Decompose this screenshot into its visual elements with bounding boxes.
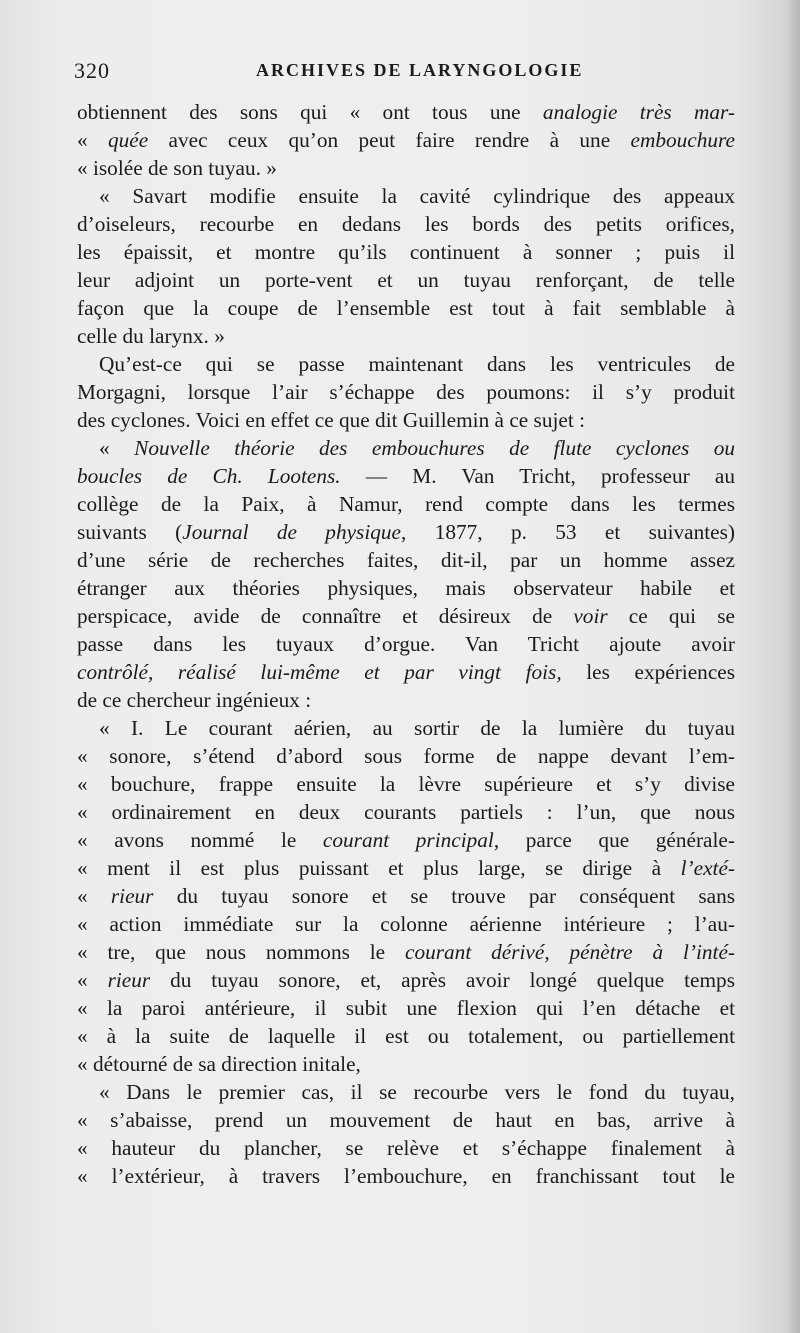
text-segment: passe dans les tuyaux d’orgue. Van Tricht ajoute avoir: [77, 632, 735, 656]
text-segment: « action immédiate sur la colonne aérienne intérieure ; l’au-: [77, 912, 735, 936]
italic-text: courant dérivé, pénètre à l’inté-: [405, 940, 735, 964]
italic-text: rieur: [110, 884, 154, 908]
text-segment: « ordinairement en deux courants partiels : l’un, que nous: [77, 800, 735, 824]
text-segment: collège de la Paix, à Namur, rend compte dans les termes: [77, 492, 735, 516]
text-line: [77, 1050, 735, 1078]
text-segment: obtiennent des sons qui « ont tous une: [77, 100, 543, 124]
text-line: [77, 742, 735, 770]
text-line: [77, 406, 735, 434]
text-line: [77, 826, 735, 854]
text-line: [77, 238, 735, 266]
text-segment: étranger aux théories physiques, mais observateur habile et: [77, 576, 735, 600]
text-line: [77, 910, 735, 938]
text-segment: perspicace, avide de connaître et désireux de: [77, 604, 574, 628]
text-line: [77, 154, 735, 182]
text-segment: « Savart modifie ensuite la cavité cylindrique des appeaux: [99, 184, 735, 208]
page-edge-shadow: [786, 0, 800, 1333]
text-line: [77, 1078, 735, 1106]
page-number: 320: [74, 58, 110, 83]
text-segment: « avons nommé le: [77, 828, 323, 852]
italic-text: quée: [108, 128, 149, 152]
text-line: [77, 938, 735, 966]
text-segment: du tuyau sonore, et, après avoir longé quelque temps: [150, 968, 735, 992]
text-line: [77, 182, 735, 210]
text-line: [77, 574, 735, 602]
text-line: [77, 378, 735, 406]
text-segment: d’oiseleurs, recourbe en dedans les bords des petits orifices,: [77, 212, 735, 236]
text-line: [77, 98, 735, 126]
text-line: [77, 630, 735, 658]
text-segment: «: [77, 128, 108, 152]
text-segment: d’une série de recherches faites, dit-il, par un homme assez: [77, 548, 735, 572]
text-line: [77, 1162, 735, 1190]
text-segment: les expériences: [561, 660, 735, 684]
text-segment: «: [77, 968, 108, 992]
text-segment: du tuyau sonore et se trouve par conséquent sans: [153, 884, 735, 908]
text-line: [77, 1022, 735, 1050]
italic-text: rieur: [107, 968, 151, 992]
italic-text: courant principal: [322, 828, 494, 852]
text-line: [77, 294, 735, 322]
running-title: ARCHIVES DE LARYNGOLOGIE: [256, 60, 584, 80]
text-segment: « isolée de son tuyau. »: [77, 156, 277, 180]
text-line: [77, 798, 735, 826]
italic-text: Nouvelle théorie des embouchures de flute cyclones ou: [134, 436, 735, 460]
text-segment: les épaissit, et montre qu’ils continuent à sonner ; puis il: [77, 240, 735, 264]
text-line: [77, 210, 735, 238]
text-segment: Qu’est-ce qui se passe maintenant dans les ventricules de: [99, 352, 735, 376]
text-line: [77, 714, 735, 742]
text-line: [77, 686, 735, 714]
text-segment: , parce que générale-: [493, 828, 735, 852]
text-segment: « bouchure, frappe ensuite la lèvre supérieure et s’y divise: [77, 772, 735, 796]
text-segment: « l’extérieur, à travers l’embouchure, en franchissant tout le: [77, 1164, 735, 1188]
text-segment: façon que la coupe de l’ensemble est tout à fait semblable à: [77, 296, 735, 320]
text-segment: « la paroi antérieure, il subit une flexion qui l’en détache et: [77, 996, 735, 1020]
text-line: [77, 490, 735, 518]
text-segment: « tre, que nous nommons le: [77, 940, 405, 964]
italic-text: l’exté-: [680, 856, 735, 880]
italic-text: embouchure: [630, 128, 735, 152]
text-line: [77, 434, 735, 462]
text-line: [77, 1134, 735, 1162]
text-line: [77, 882, 735, 910]
text-segment: suivants (: [77, 520, 183, 544]
text-segment: « s’abaisse, prend un mouvement de haut en bas, arrive à: [77, 1108, 735, 1132]
page-header: [74, 58, 738, 88]
text-segment: « ment il est plus puissant et plus large, se dirige à: [77, 856, 681, 880]
text-line: [77, 350, 735, 378]
body-text: [77, 98, 735, 1190]
text-segment: « hauteur du plancher, se relève et s’échappe finalement à: [77, 1136, 735, 1160]
text-segment: « à la suite de laquelle il est ou totalement, ou partiellement: [77, 1024, 735, 1048]
text-line: [77, 546, 735, 574]
text-line: [77, 602, 735, 630]
italic-text: boucles de Ch. Lootens.: [77, 464, 341, 488]
text-segment: ce qui se: [607, 604, 735, 628]
text-segment: leur adjoint un porte-vent et un tuyau renforçant, de telle: [77, 268, 735, 292]
text-segment: celle du larynx. »: [77, 324, 225, 348]
text-line: [77, 854, 735, 882]
text-line: [77, 462, 735, 490]
text-line: [77, 126, 735, 154]
text-line: [77, 266, 735, 294]
text-line: [77, 658, 735, 686]
text-line: [77, 770, 735, 798]
text-segment: Morgagni, lorsque l’air s’échappe des poumons: il s’y produit: [77, 380, 735, 404]
text-segment: «: [77, 884, 111, 908]
text-line: [77, 322, 735, 350]
italic-text: contrôlé, réalisé lui-même et par vingt fois,: [77, 660, 562, 684]
italic-text: analogie très mar-: [542, 100, 735, 124]
text-segment: «: [99, 436, 135, 460]
text-line: [77, 518, 735, 546]
text-line: [77, 994, 735, 1022]
text-segment: de ce chercheur ingénieux :: [77, 688, 312, 712]
text-segment: « I. Le courant aérien, au sortir de la lumière du tuyau: [99, 716, 735, 740]
italic-text: Journal de physique: [182, 520, 402, 544]
text-segment: des cyclones. Voici en effet ce que dit Guillemin à ce sujet :: [77, 408, 586, 432]
text-segment: « sonore, s’étend d’abord sous forme de nappe devant l’em-: [77, 744, 735, 768]
text-segment: — M. Van Tricht, professeur au: [340, 464, 735, 488]
italic-text: voir: [573, 604, 608, 628]
text-line: [77, 1106, 735, 1134]
text-segment: , 1877, p. 53 et suivantes): [401, 520, 735, 544]
text-segment: « Dans le premier cas, il se recourbe vers le fond du tuyau,: [99, 1080, 735, 1104]
text-segment: « détourné de sa direction initale,: [77, 1052, 361, 1076]
text-segment: avec ceux qu’on peut faire rendre à une: [148, 128, 631, 152]
text-line: [77, 966, 735, 994]
